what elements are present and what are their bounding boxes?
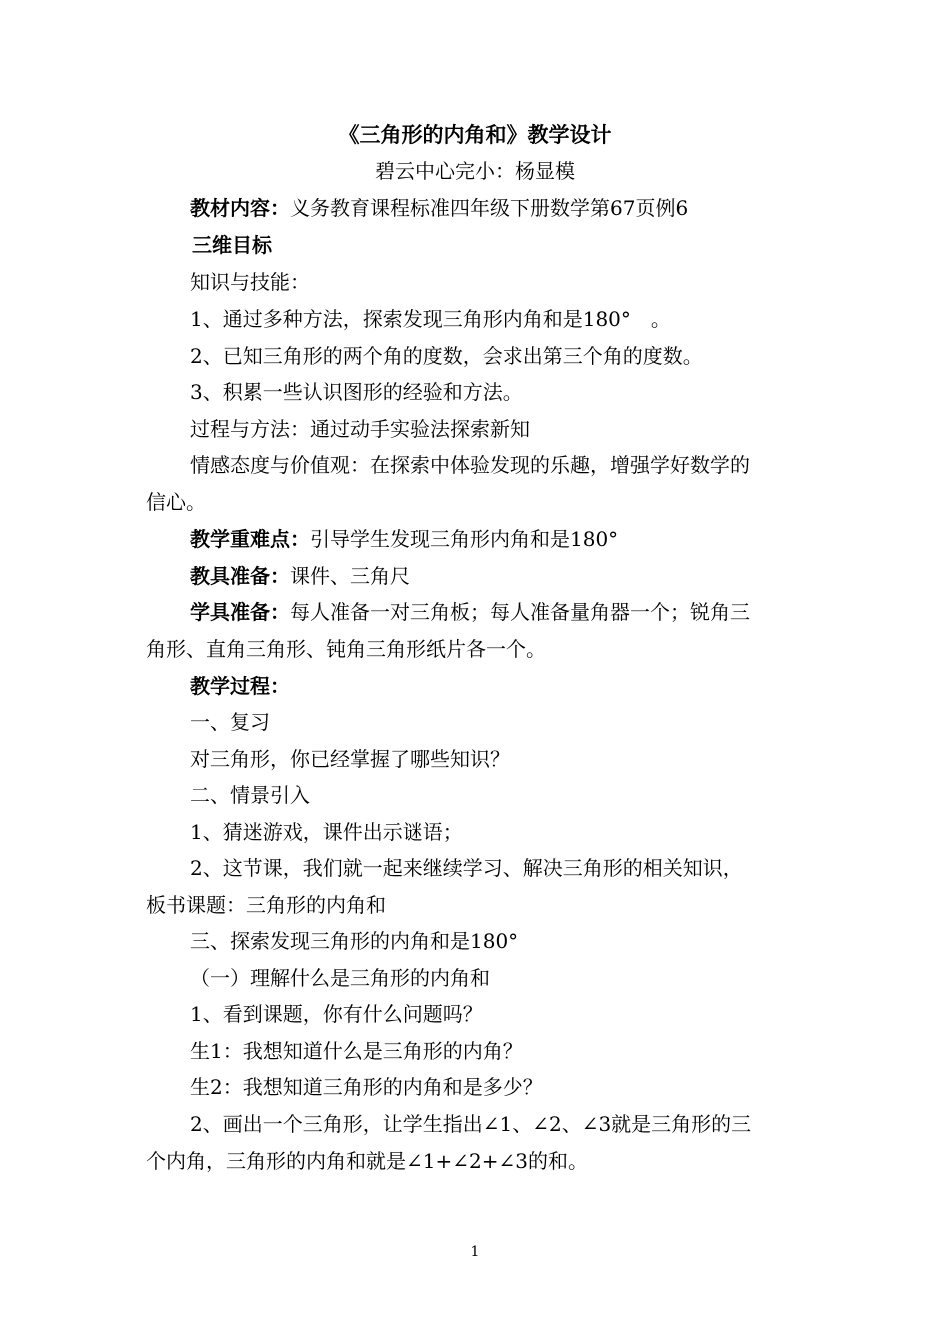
emotion-line-2: 信心。 [146,490,206,514]
goal-item-1: 1、通过多种方法，探索发现三角形内角和是180° 。 [190,307,671,331]
goals-heading: 三维目标 [192,233,272,257]
student-tools-text-1: 每人准备一对三角板；每人准备量角器一个；锐角三 [290,600,750,624]
student-tools-label: 学具准备： [190,600,290,624]
emotion-line-1: 情感态度与价值观：在探索中体验发现的乐趣，增强学好数学的 [190,453,750,477]
goal-item-3: 3、积累一些认识图形的经验和方法。 [190,380,523,404]
intro-item-2-line-1: 2、这节课，我们就一起来继续学习、解决三角形的相关知识， [190,856,743,880]
process-heading: 教学过程： [190,674,290,698]
question-1: 1、看到课题，你有什么问题吗？ [190,1002,483,1026]
explore-title: 三、探索发现三角形的内角和是180° [190,929,519,953]
document-title: 《三角形的内角和》教学设计 [338,122,612,147]
question-2-line-2: 个内角，三角形的内角和就是∠1+∠2+∠3的和。 [146,1149,588,1173]
key-point-line [190,521,618,557]
goal-item-2: 2、已知三角形的两个角的度数，会求出第三个角的度数。 [190,344,703,368]
key-point-label: 教学重难点： [190,527,310,551]
tools-label: 教具准备： [190,564,290,588]
process-method-line: 过程与方法：通过动手实验法探索新知 [190,417,530,441]
material-text: 义务教育课程标准四年级下册数学第67页例6 [290,196,689,220]
tools-text: 课件、三角尺 [290,564,410,588]
material-line [190,190,688,226]
tools-line [190,558,410,594]
intro-item-1: 1、猜迷游戏，课件出示谜语； [190,820,463,844]
student-tools-line-1 [190,594,750,630]
student-answer-1: 生1：我想知道什么是三角形的内角？ [190,1039,523,1063]
knowledge-label: 知识与技能： [190,270,310,294]
key-point-text: 引导学生发现三角形内角和是180° [310,527,619,551]
page-number: 1 [470,1244,480,1260]
student-tools-line-2: 角形、直角三角形、钝角三角形纸片各一个。 [146,637,546,661]
review-title: 一、复习 [190,710,270,734]
intro-title: 二、情景引入 [190,783,310,807]
material-label: 教材内容： [190,196,290,220]
author-line: 碧云中心完小：杨显模 [375,159,575,183]
sub-title: （一）理解什么是三角形的内角和 [190,966,490,990]
question-2-line-1: 2、画出一个三角形，让学生指出∠1、∠2、∠3就是三角形的三 [190,1112,752,1136]
review-question: 对三角形，你已经掌握了哪些知识？ [190,747,510,771]
intro-item-2-line-2: 板书课题：三角形的内角和 [146,893,386,917]
student-answer-2: 生2：我想知道三角形的内角和是多少？ [190,1075,543,1099]
